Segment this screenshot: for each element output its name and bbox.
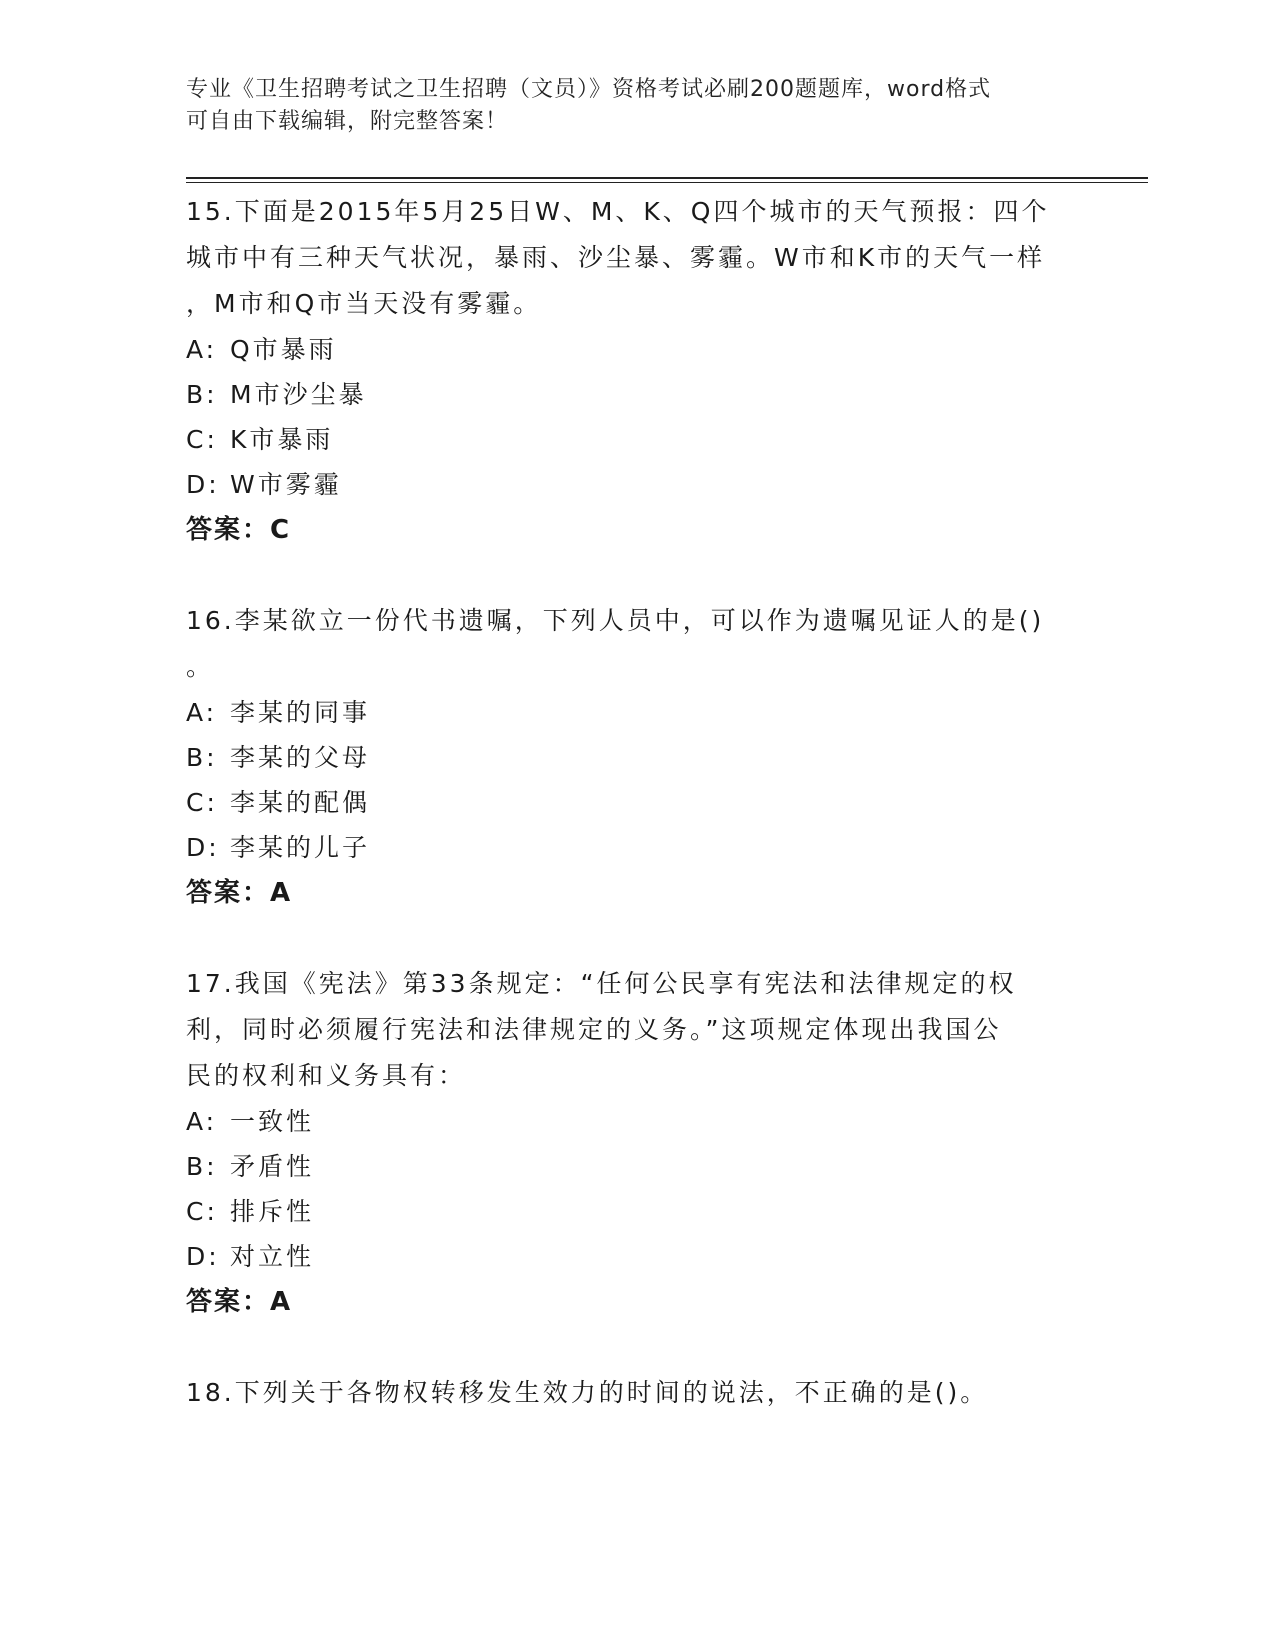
option-label: A: [186,335,218,364]
question-line: 18.下列关于各物权转移发生效力的时间的说法，不正确的是()。 [186,1378,989,1407]
question-line: 15.下面是2015年5月25日W、M、K、Q四个城市的天气预报：四个 [186,197,1050,226]
option-text: 李某的配偶 [230,788,371,817]
option-label: B: [186,1152,218,1181]
option-b [186,372,1086,417]
option-c [186,1189,1086,1234]
question-text [186,189,1086,327]
question-line: 利，同时必须履行宪法和法律规定的义务。”这项规定体现出我国公 [186,1015,1002,1044]
question-text [186,598,1086,690]
option-d [186,462,1086,507]
option-text: M市沙尘暴 [230,380,367,409]
option-label: D: [186,833,220,862]
option-text: 李某的同事 [230,698,371,727]
option-a [186,327,1086,372]
question-line: ，M市和Q市当天没有雾霾。 [186,289,542,318]
option-label: D: [186,1242,220,1271]
option-d [186,825,1086,870]
question-list [186,189,1086,1461]
option-text: K市暴雨 [230,425,334,454]
question-17 [186,961,1086,1325]
option-b [186,735,1086,780]
header-line-1: 专业《卫生招聘考试之卫生招聘（文员）》资格考试必刷200题题库，word格式 [186,77,992,102]
option-label: C: [186,788,218,817]
option-a [186,1099,1086,1144]
option-list [186,690,1086,870]
option-label: C: [186,425,218,454]
header-divider-thick [186,177,1148,179]
question-18 [186,1370,1086,1416]
option-c [186,780,1086,825]
option-label: D: [186,470,220,499]
option-text: Q市暴雨 [230,335,337,364]
option-text: 排斥性 [230,1197,315,1226]
option-label: A: [186,698,218,727]
question-text [186,1370,1086,1416]
question-text [186,961,1086,1099]
question-15 [186,189,1086,553]
question-line: 16.李某欲立一份代书遗嘱，下列人员中，可以作为遗嘱见证人的是() [186,606,1045,635]
answer-line: 答案：A [186,878,293,908]
header-divider-thin [186,182,1148,183]
question-line: 民的权利和义务具有： [186,1061,467,1090]
question-line: 城市中有三种天气状况，暴雨、沙尘暴、雾霾。W市和K市的天气一样 [186,243,1046,272]
document-header [186,74,1066,138]
option-c [186,417,1086,462]
question-16 [186,598,1086,916]
option-label: A: [186,1107,218,1136]
option-text: 李某的父母 [230,743,371,772]
question-line: 17.我国《宪法》第33条规定：“任何公民享有宪法和法律规定的权 [186,969,1017,998]
option-text: 一致性 [230,1107,315,1136]
header-line-2: 可自由下载编辑，附完整答案！ [186,109,509,134]
option-a [186,690,1086,735]
option-text: W市雾霾 [230,470,342,499]
option-list [186,327,1086,507]
option-d [186,1234,1086,1279]
option-label: B: [186,380,218,409]
option-label: C: [186,1197,218,1226]
option-list [186,1099,1086,1279]
option-text: 对立性 [230,1242,315,1271]
answer-line: 答案：C [186,515,292,545]
option-text: 矛盾性 [230,1152,315,1181]
option-text: 李某的儿子 [230,833,371,862]
option-b [186,1144,1086,1189]
option-label: B: [186,743,218,772]
question-line: 。 [186,652,215,681]
answer-line: 答案：A [186,1287,293,1317]
